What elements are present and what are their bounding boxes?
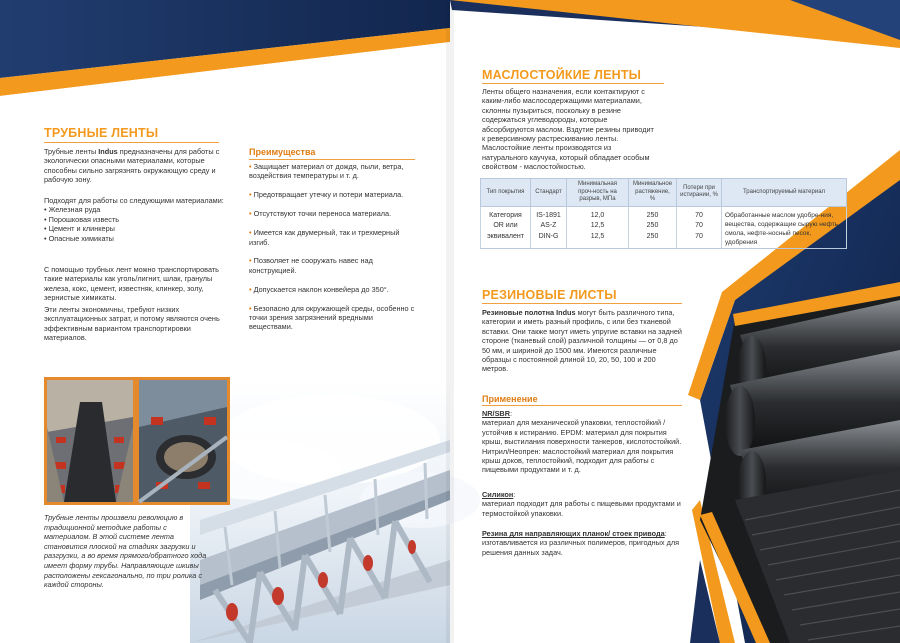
oil-spec-table: [480, 178, 847, 249]
nbr-block: NR/SBR: материал для механической упаковки, теплостойкий / устойчив к истиранию. EPDM: материал для покрытия крыш, выстилания поверхности танкеров, кислотостойкий. Нитрил/Неопрен: маслостойкий материал для покрытия крыш доков, теплостойкий, подходит для работы с пищевыми продуктами и т. д.: [482, 409, 682, 475]
transport-paragraph: С помощью трубных лент можно транспортировать такие материалы как уголь/лигнит, шлак, гранулы железа, кокс, цемент, известняк, клинкер, золу, зернистые химикаты.: [44, 265, 219, 303]
col-header: Стандарт: [531, 179, 567, 207]
oil-resistant-title: МАСЛОСТОЙКИЕ ЛЕНТЫ: [482, 68, 642, 82]
list-item: • Цемент и клинкеры: [44, 224, 115, 234]
tube-belts-caption: Трубные ленты произвели революцию в традиционной методике работы с материалом. В этой системе лента становится плоской на стадиях загрузки и разгрузки, а во время прямого/обратного хода имеет форму трубы. Направляющие шкивы расположены гексагонально, по три ролика с каждой стороны.: [44, 513, 207, 590]
list-item: • Допускается наклон конвейера до 350°.: [249, 284, 389, 294]
strength-cell: 12,0 12,5 12,5: [567, 206, 629, 248]
tube-belt-photo-2: [136, 377, 230, 505]
list-item: • Железная руда: [44, 205, 101, 215]
col-header: Минимальная проч-ность на разрыв, МПа: [567, 179, 629, 207]
coating-type-cell: Категория OR или эквивалент: [481, 206, 531, 248]
rubber-sheets-title: РЕЗИНОВЫЕ ЛИСТЫ: [482, 288, 617, 302]
table-row: [481, 206, 847, 248]
table-header-row: [481, 179, 847, 207]
tube-belts-title: ТРУБНЫЕ ЛЕНТЫ: [44, 126, 159, 140]
col-header: Минимальное растяжение, %: [629, 179, 677, 207]
list-item: • Имеется как двумерный, так и трехмерный изгиб.: [249, 228, 400, 247]
rubber-title-underline: [482, 303, 682, 304]
col-header: Тип покрытия: [481, 179, 531, 207]
list-item: • Защищает материал от дождя, пыли, ветра, воздействия температуры и т. д.: [249, 162, 404, 181]
advantages-underline: [249, 159, 415, 160]
material-cell: Обработанные маслом удобре-ния, вещества, содержащие сырую нефть, смола, нефте-носный песок, удобрения: [722, 206, 847, 248]
list-item: • Порошковая известь: [44, 214, 120, 224]
list-item: • Отсутствуют точки переноса материала.: [249, 209, 392, 219]
advantages-list: [249, 162, 417, 341]
tube-belt-photo-1: [44, 377, 136, 505]
tube-intro: Трубные ленты Indus предназначены для работы с экологически опасными материалами, которые способны сильно загрязнять окружающую среду и рабочую зону.: [44, 147, 220, 185]
materials-block: [44, 196, 234, 243]
list-item: • Позволяет не сооружать навес над конструкцией.: [249, 256, 373, 275]
oil-resistant-text: Ленты общего назначения, если контактируют с каким-либо маслосодержащими материалами, склонны пузыриться, поскольку в резине содержаться углеводороды, которые абсорбируются маслом. Вздутие резины приводит к реверсивному растрескиванию ленты. Маслостойкие ленты производятся из натурального каучука, который обладает особым свойством - маслостойкостью.: [482, 87, 654, 172]
advantages-title: Преимущества: [249, 147, 316, 157]
standard-cell: IS-1891 AS-Z DIN-G: [531, 206, 567, 248]
list-item: • Предотвращает утечку и потери материала.: [249, 190, 404, 200]
list-item: • Опасные химикаты: [44, 233, 114, 243]
economy-paragraph: Эти ленты экономичны, требуют низких эксплуатационных затрат, и потому являются очень эффективным вариантом транспортировки материалов.: [44, 305, 220, 343]
application-title: Применение: [482, 394, 538, 404]
list-item: • Безопасно для окружающей среды, особенно с точки зрения загрязнений вредными веществами.: [249, 303, 415, 332]
silicone-block: Силикон: материал подходит для работы с пищевыми продуктами и термостойкой упаковки.: [482, 490, 681, 518]
elongation-cell: 250 250 250: [629, 206, 677, 248]
materials-intro: Подходят для работы со следующими материалами:: [44, 196, 224, 205]
application-underline: [482, 405, 682, 406]
rubber-sheets-text: Резиновые полотна Indus могут быть различного типа, категории и иметь разный профиль, с или без тканевой вставки. Они также могут иметь упругие вставки на задней стороне (тканевый слой) различной толщины — от 0,8 до 50 мм, и шириной до 1500 мм. Имеются различные образцы с постоянной длиной 10, 20, 50, 100 и 200 метров.: [482, 308, 683, 374]
guide-rubber-block: Резина для направляющих планок/ стоек привода: изготавливается из различных полимеров, пригодных для решения данных задач.: [482, 529, 680, 557]
materials-list: [44, 205, 234, 243]
col-header: Транспортируемый материал: [722, 179, 847, 207]
oil-title-underline: [482, 83, 664, 84]
col-header: Потери при истирании, %: [677, 179, 722, 207]
abrasion-loss-cell: 70 70 70: [677, 206, 722, 248]
title-underline: [44, 142, 219, 143]
